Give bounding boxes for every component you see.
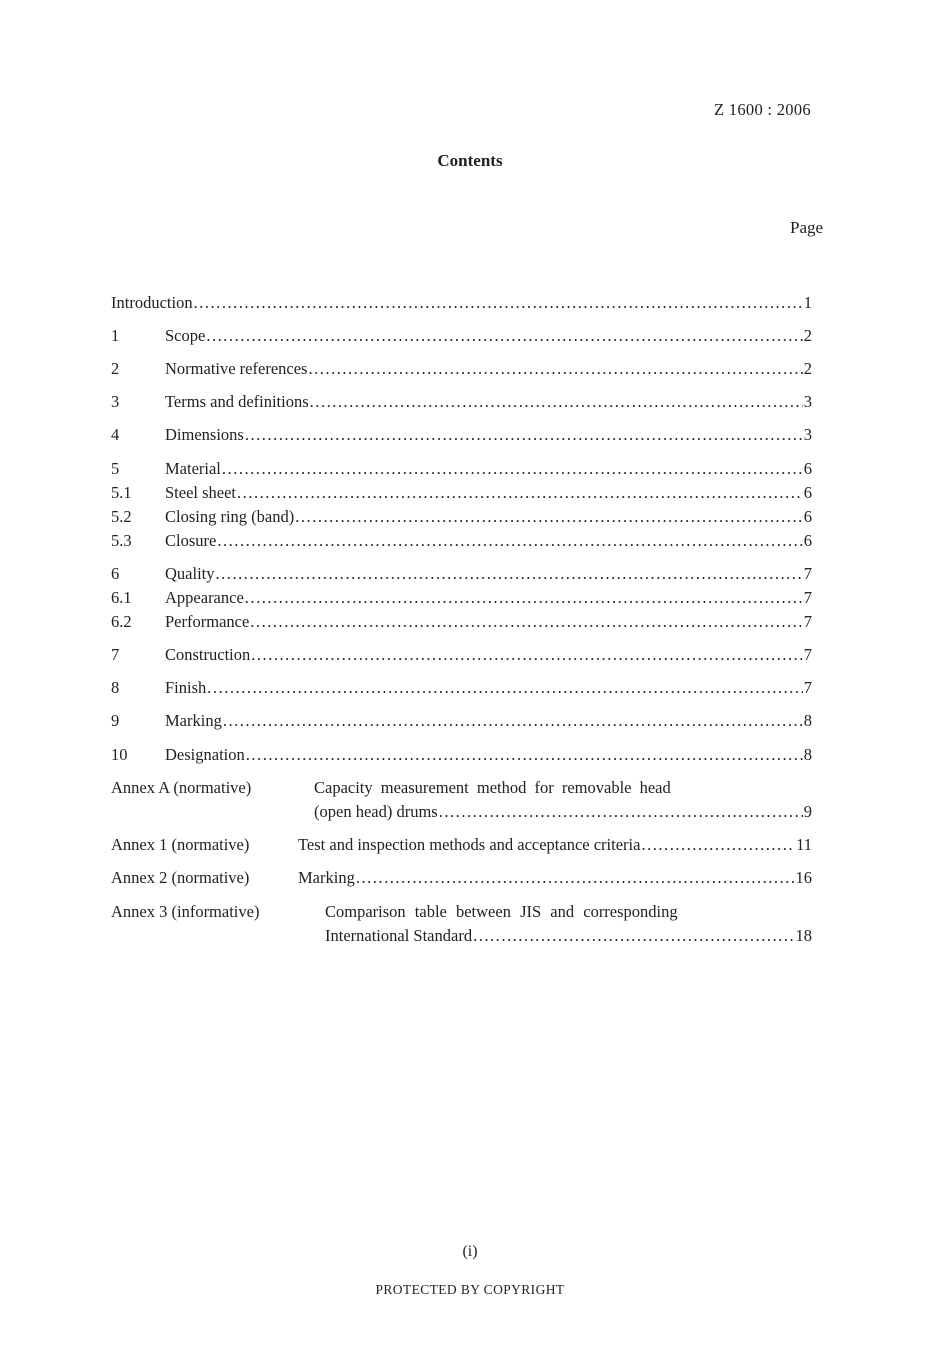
toc-entry-label: Scope xyxy=(165,326,206,345)
annex-entry[interactable] xyxy=(325,926,812,946)
toc-entry-page: 7 xyxy=(803,588,812,607)
toc-entry-label: Dimensions xyxy=(165,425,244,444)
toc-entry[interactable] xyxy=(111,564,812,584)
toc-entry-label: Marking xyxy=(165,711,222,730)
toc-entry-number: 5 xyxy=(111,459,120,478)
leader-dots xyxy=(641,835,795,855)
toc-entry-number: 6.1 xyxy=(111,588,132,607)
toc-entry[interactable] xyxy=(111,392,812,412)
toc-entry-label: Designation xyxy=(165,745,245,764)
leader-dots xyxy=(194,293,803,313)
toc-entry-number: 5.3 xyxy=(111,531,132,550)
toc-entry[interactable] xyxy=(111,588,812,608)
toc-entry-page: 7 xyxy=(803,678,812,697)
leader-dots xyxy=(223,711,803,731)
page-column-header: Page xyxy=(790,218,824,237)
annex-prefix: Annex 3 (informative) xyxy=(111,902,260,921)
annex-title-continued: International Standard xyxy=(325,926,473,945)
page-title: Contents xyxy=(437,151,503,170)
toc-entry-label: Steel sheet xyxy=(165,483,237,502)
annex-prefix: Annex 2 (normative) xyxy=(111,868,250,887)
toc-entry[interactable] xyxy=(111,425,812,445)
toc-entry-label: Closure xyxy=(165,531,217,550)
toc-entry-number: 6 xyxy=(111,564,120,583)
leader-dots xyxy=(295,507,803,527)
annex-prefix: Annex A (normative) xyxy=(111,778,252,797)
toc-entry-page: 1 xyxy=(803,293,812,312)
toc-entry-page: 6 xyxy=(803,459,812,478)
leader-dots xyxy=(207,678,802,698)
toc-entry[interactable] xyxy=(111,711,812,731)
annex-entry[interactable] xyxy=(111,835,812,855)
leader-dots xyxy=(245,425,803,445)
toc-entry-number: 3 xyxy=(111,392,120,411)
toc-entry[interactable] xyxy=(111,326,812,346)
leader-dots xyxy=(222,459,803,479)
toc-entry[interactable] xyxy=(111,678,812,698)
annex-page: 11 xyxy=(796,835,812,854)
toc-entry-number: 4 xyxy=(111,425,120,444)
annex-prefix: Annex 1 (normative) xyxy=(111,835,250,854)
annex-entry-header[interactable] xyxy=(111,778,812,798)
toc-entry-label: Performance xyxy=(165,612,250,631)
toc-entry-number: 10 xyxy=(111,745,128,764)
annex-entry[interactable] xyxy=(111,868,812,888)
annex-entry[interactable] xyxy=(314,802,812,822)
toc-entry[interactable] xyxy=(111,745,812,765)
toc-entry-label: Appearance xyxy=(165,588,244,607)
annex-page: 9 xyxy=(803,802,812,821)
annex-title: Comparison table between JIS and corresponding xyxy=(325,902,678,921)
copyright-notice: PROTECTED BY COPYRIGHT xyxy=(375,1282,565,1297)
toc-entry-page: 3 xyxy=(803,425,812,444)
toc-entry-page: 2 xyxy=(803,359,812,378)
toc-entry[interactable] xyxy=(111,531,812,551)
toc-entry[interactable] xyxy=(111,459,812,479)
toc-entry-number: 1 xyxy=(111,326,120,345)
toc-entry-label: Quality xyxy=(165,564,215,583)
toc-entry-label: Finish xyxy=(165,678,207,697)
leader-dots xyxy=(473,926,794,946)
leader-dots xyxy=(246,745,803,765)
toc-entry[interactable] xyxy=(111,359,812,379)
leader-dots xyxy=(310,392,803,412)
annex-title: Capacity measurement method for removable head xyxy=(314,778,671,797)
toc-entry-page: 7 xyxy=(803,645,812,664)
leader-dots xyxy=(250,612,802,632)
toc-entry-label: Terms and definitions xyxy=(165,392,309,411)
toc-entry-number: 9 xyxy=(111,711,120,730)
page-number: (i) xyxy=(462,1243,478,1260)
toc-entry-label: Construction xyxy=(165,645,251,664)
toc-entry-label: Normative references xyxy=(165,359,308,378)
leader-dots xyxy=(439,802,803,822)
toc-entry-page: 8 xyxy=(803,711,812,730)
toc-entry[interactable] xyxy=(111,483,812,503)
leader-dots xyxy=(216,564,803,584)
toc-entry-number: 2 xyxy=(111,359,120,378)
leader-dots xyxy=(237,483,803,503)
toc-entry-number: 8 xyxy=(111,678,120,697)
toc-entry[interactable] xyxy=(111,293,812,313)
annex-page: 18 xyxy=(795,926,812,945)
toc-entry-page: 6 xyxy=(803,507,812,526)
document-id: Z 1600 : 2006 xyxy=(714,100,811,119)
toc-entry[interactable] xyxy=(111,612,812,632)
toc-entry-page: 7 xyxy=(803,612,812,631)
toc-entry-number: 5.2 xyxy=(111,507,132,526)
toc-entry-page: 8 xyxy=(803,745,812,764)
toc-entry-label: Introduction xyxy=(111,293,193,312)
leader-dots xyxy=(251,645,803,665)
leader-dots xyxy=(217,531,802,551)
toc-entry-page: 6 xyxy=(803,483,812,502)
toc-entry-page: 6 xyxy=(803,531,812,550)
toc-entry-number: 5.1 xyxy=(111,483,132,502)
leader-dots xyxy=(245,588,803,608)
annex-title: Marking xyxy=(298,868,355,887)
toc-entry[interactable] xyxy=(111,645,812,665)
toc-entry-number: 6.2 xyxy=(111,612,132,631)
leader-dots xyxy=(206,326,802,346)
leader-dots xyxy=(308,359,802,379)
toc-entry-label: Material xyxy=(165,459,221,478)
toc-entry-page: 7 xyxy=(803,564,812,583)
leader-dots xyxy=(356,868,795,888)
toc-entry-number: 7 xyxy=(111,645,120,664)
annex-entry-header[interactable] xyxy=(111,902,812,922)
annex-title-continued: (open head) drums xyxy=(314,802,438,821)
annex-title: Test and inspection methods and acceptance criteria xyxy=(298,835,641,854)
toc-entry[interactable] xyxy=(111,507,812,527)
toc-entry-page: 2 xyxy=(803,326,812,345)
annex-page: 16 xyxy=(795,868,812,887)
toc-entry-page: 3 xyxy=(803,392,812,411)
toc-entry-label: Closing ring (band) xyxy=(165,507,295,526)
